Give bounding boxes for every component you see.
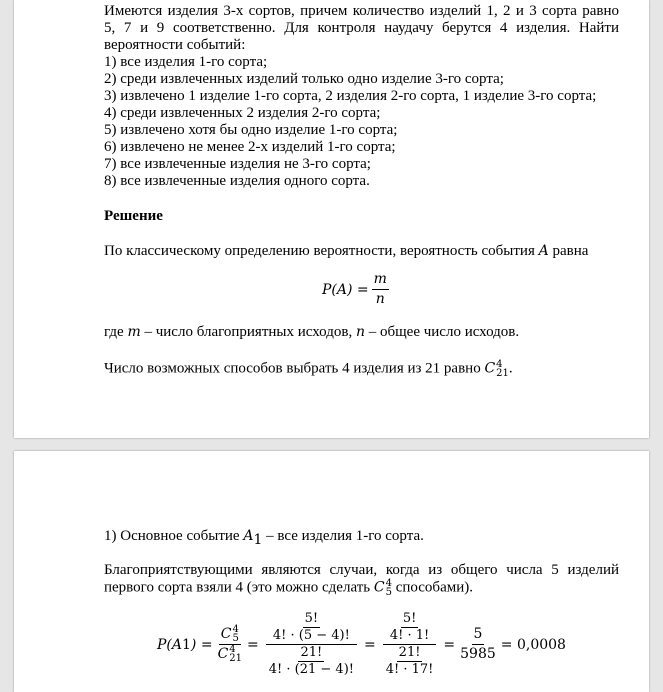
problem-item-8: 8) все извлеченные изделия одного сорта. <box>104 173 370 189</box>
total-combinations-line: Число возможных способов выбрать 4 изделия из 21 равно C 4 21 . <box>104 359 513 379</box>
combination-ratio: C 4 5 C 4 21 <box>217 624 243 664</box>
problem-item-5: 5) извлечено хотя бы одно изделие 1-го сорта; <box>104 122 398 138</box>
problem-item-2: 2) среди извлеченных изделий только одно изделие 3-го сорта; <box>104 71 504 87</box>
part1-favorable-line-2: первого сорта взяли 4 (это можно сделать C 4 5 способами). <box>104 578 473 598</box>
where-line: где m – число благоприятных исходов, n – общее число исходов. <box>104 324 520 340</box>
problem-item-6: 6) извлечено не менее 2-х изделий 1-го сорта; <box>104 139 396 155</box>
problem-item-1: 1) все изделия 1-го сорта; <box>104 54 268 70</box>
part1-favorable-line-1: Благоприятствующими являются случаи, когда из общего числа 5 изделий <box>104 562 619 578</box>
problem-item-7: 7) все извлеченные изделия не 3-го сорта; <box>104 156 371 172</box>
formula-fraction: $\frac{m}{n}$ <box>373 271 387 307</box>
page-1 <box>14 0 649 438</box>
factorial-ratio-general: $\frac{\frac{5!}{4! \cdot (5 - 4)!}}{\frac{21!}{4! \cdot (21 - 4)!}}$ <box>262 611 361 678</box>
classic-definition: По классическому определению вероятности, вероятность события A равна <box>104 243 589 259</box>
page-2 <box>14 451 649 692</box>
problem-line-1: Имеются изделия 3-х сортов, причем количество изделий 1, 2 и 3 сорта равно <box>104 3 619 19</box>
result-value: = 0,0008 <box>500 636 566 653</box>
probability-formula: P(A) = $\frac{m}{n}$ <box>322 271 387 307</box>
problem-line-3: вероятности событий: <box>104 37 246 53</box>
problem-item-4: 4) среди извлеченных 2 изделия 2-го сорта; <box>104 105 381 121</box>
solution-heading: Решение <box>104 208 163 224</box>
problem-line-2: 5, 7 и 9 соответственно. Для контроля наудачу берутся 4 изделия. Найти <box>104 20 619 36</box>
part1-calculation: P(A 1 ) = C 4 5 C 4 21 = $\frac{\frac{5!}{4! \cdot (5 - 4)!}}{\frac{21!}{4! \cdot (21 - 4)!}}$ = $\frac{\frac{5!}{4! \cdot 1!}}{\frac{21!}{4! \cdot 17!}}$ = $\frac{5}{5985}$ = 0,0008 <box>157 611 566 677</box>
factorial-ratio-simplified: $\frac{\frac{5!}{4! \cdot 1!}}{\frac{21!}{4! \cdot 17!}}$ <box>379 611 441 678</box>
part1-event-line: 1) Основное событие $A_1$ – все изделия 1-го сорта. <box>104 528 424 548</box>
final-fraction: $\frac{5}{5985}$ <box>460 626 496 662</box>
problem-item-3: 3) извлечено 1 изделие 1-го сорта, 2 изделия 2-го сорта, 1 изделие 3-го сорта; <box>104 88 597 104</box>
